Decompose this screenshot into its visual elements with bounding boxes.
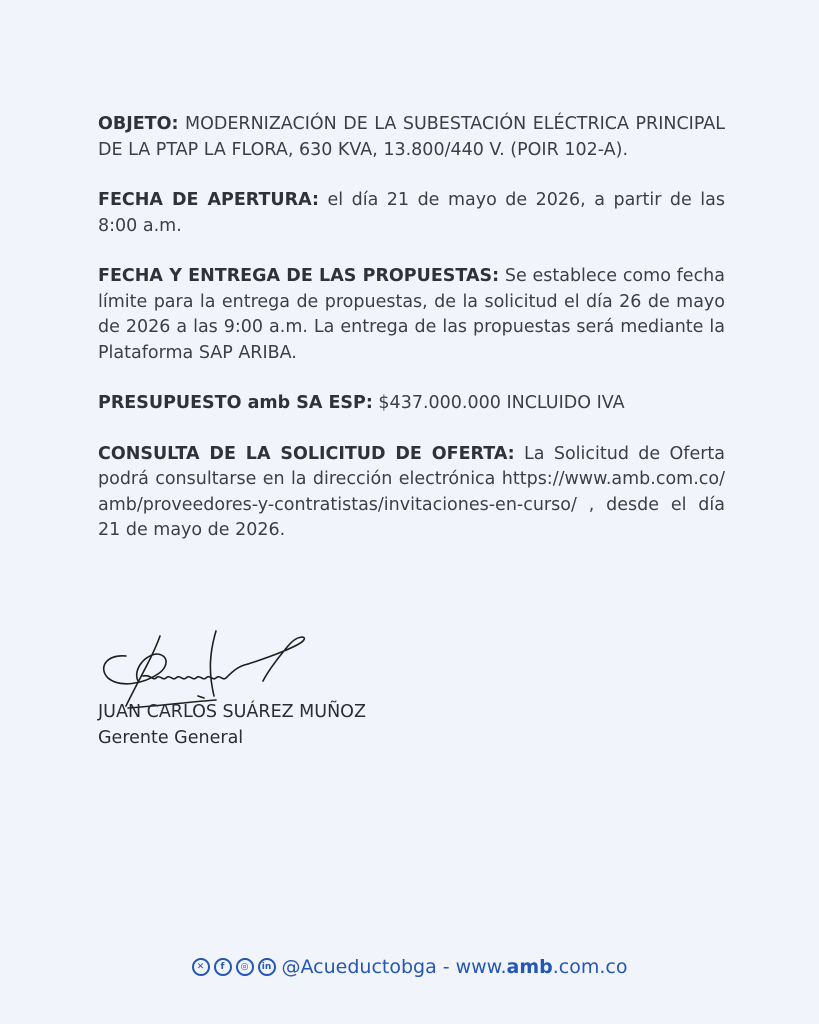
facebook-icon[interactable]: f	[214, 958, 232, 976]
website-link[interactable]	[456, 956, 628, 978]
consulta-label: CONSULTA DE LA SOLICITUD DE OFERTA:	[98, 443, 515, 464]
fecha-entrega-text: Se establece como fecha límite para la entrega de propuestas, de la solicitud el día 26 de mayo de 2026 a las 9:00 a.m. La entrega de las propuestas será mediante la Plataforma SAP ARIBA.	[98, 266, 726, 363]
consulta-paragraph	[98, 442, 725, 544]
signer-block	[98, 700, 366, 751]
objeto-text: MODERNIZACIÓN DE LA SUBESTACIÓN ELÉCTRICA PRINCIPAL DE LA PTAP LA FLORA, 630 KVA, 13.800/440 V. (POIR 102-A).	[98, 114, 725, 160]
signer-name: JUAN CARLOS SUÁREZ MUÑOZ	[98, 702, 366, 722]
objeto-label: OBJETO:	[98, 114, 179, 134]
presupuesto-text: $437.000.000 INCLUIDO IVA	[372, 393, 625, 413]
website-brand: amb	[506, 956, 553, 978]
social-icons	[192, 958, 276, 976]
website-suffix: .com.co	[552, 956, 628, 978]
fecha-apertura-label: FECHA DE APERTURA:	[98, 190, 319, 210]
objeto-paragraph	[98, 112, 725, 163]
signer-title: Gerente General	[98, 727, 244, 748]
linkedin-icon[interactable]: in	[258, 958, 276, 976]
consulta-text-before: La Solicitud de Oferta podrá consultarse en la dirección electrónica	[98, 443, 725, 489]
fecha-apertura-paragraph	[98, 188, 725, 239]
fecha-entrega-label: FECHA Y ENTREGA DE LAS PROPUESTAS:	[98, 266, 500, 286]
fecha-entrega-paragraph	[98, 264, 725, 366]
presupuesto-label: PRESUPUESTO amb SA ESP:	[98, 393, 373, 413]
document-body	[98, 112, 725, 569]
x-icon[interactable]: ✕	[192, 958, 210, 976]
website-prefix: www.	[455, 956, 507, 978]
presupuesto-paragraph	[98, 391, 725, 417]
social-handle[interactable]: @Acueductobga	[281, 956, 437, 978]
instagram-icon[interactable]: ◎	[236, 958, 254, 976]
footer	[0, 956, 819, 978]
consulta-text-after: , desde el día 21 de mayo de 2026.	[98, 494, 725, 540]
fecha-apertura-text: el día 21 de mayo de 2026, a partir de las 8:00 a.m.	[98, 190, 725, 236]
consulta-url[interactable]: https://www.amb.com.co/amb/proveedores-y-contratistas/invitaciones-en-curso/	[98, 469, 725, 515]
footer-separator: -	[442, 956, 450, 978]
